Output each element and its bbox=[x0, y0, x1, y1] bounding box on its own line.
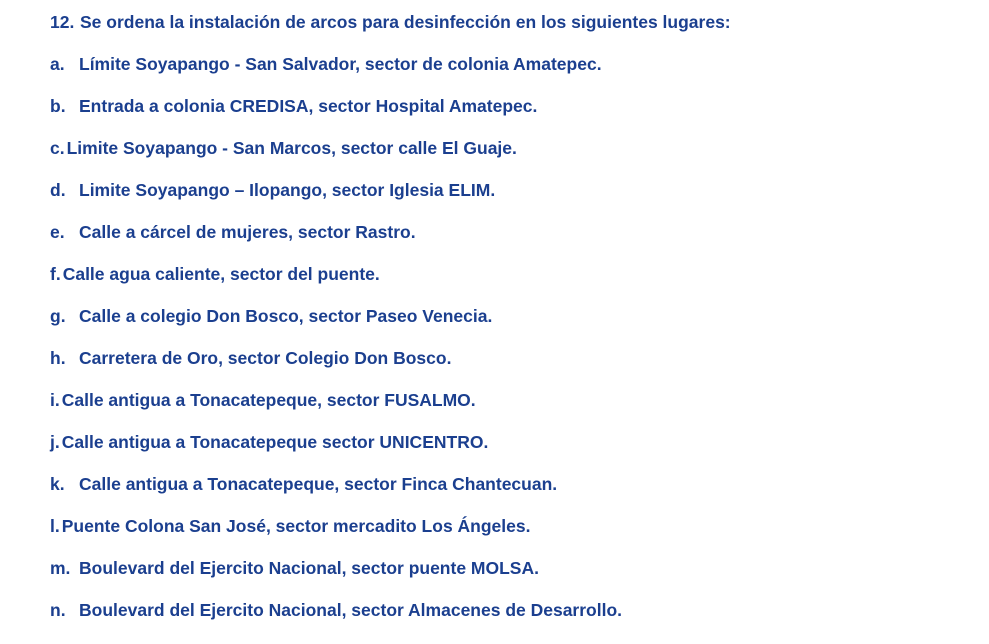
list-item-marker: j. bbox=[50, 432, 60, 452]
list-item bbox=[50, 136, 517, 160]
list-item-text: Limite Soyapango – Ilopango, sector Iglesia ELIM. bbox=[79, 180, 496, 200]
list-item-marker: a. bbox=[50, 54, 65, 74]
list-item bbox=[50, 346, 451, 370]
list-item-text: Calle antigua a Tonacatepeque sector UNICENTRO. bbox=[61, 432, 489, 452]
list-item bbox=[50, 262, 380, 286]
list-item-text: Limite Soyapango - San Marcos, sector calle El Guaje. bbox=[66, 138, 517, 158]
list-item-text: Calle a colegio Don Bosco, sector Paseo Venecia. bbox=[79, 306, 493, 326]
list-item-marker: l. bbox=[50, 516, 60, 536]
list-item-marker: m. bbox=[50, 558, 71, 578]
list-item bbox=[50, 388, 476, 412]
list-item bbox=[50, 94, 537, 118]
list-item-marker: e. bbox=[50, 222, 65, 242]
section-number: 12. bbox=[50, 12, 75, 32]
list-item bbox=[50, 220, 416, 244]
section-heading-text: Se ordena la instalación de arcos para desinfección en los siguientes lugares: bbox=[80, 12, 731, 32]
list-item-text: Calle antigua a Tonacatepeque, sector Finca Chantecuan. bbox=[79, 474, 558, 494]
list-item bbox=[50, 514, 530, 538]
list-item-text: Boulevard del Ejercito Nacional, sector Almacenes de Desarrollo. bbox=[79, 600, 623, 620]
list-item-text: Boulevard del Ejercito Nacional, sector puente MOLSA. bbox=[79, 558, 539, 578]
list-item bbox=[50, 598, 622, 622]
list-item-marker: c. bbox=[50, 138, 65, 158]
list-item-text: Calle agua caliente, sector del puente. bbox=[62, 264, 380, 284]
list-item-text: Calle a cárcel de mujeres, sector Rastro. bbox=[79, 222, 416, 242]
list-item-text: Entrada a colonia CREDISA, sector Hospital Amatepec. bbox=[79, 96, 538, 116]
list-item bbox=[50, 472, 557, 496]
list-item-marker: n. bbox=[50, 600, 66, 620]
list-item bbox=[50, 178, 495, 202]
list-item-marker: h. bbox=[50, 348, 66, 368]
list-item-text: Límite Soyapango - San Salvador, sector de colonia Amatepec. bbox=[79, 54, 602, 74]
section-heading bbox=[50, 10, 731, 34]
list-item-text: Puente Colona San José, sector mercadito Los Ángeles. bbox=[61, 516, 531, 536]
list-item-text: Carretera de Oro, sector Colegio Don Bosco. bbox=[79, 348, 452, 368]
list-item bbox=[50, 52, 602, 76]
list-item-marker: g. bbox=[50, 306, 66, 326]
list-item-marker: i. bbox=[50, 390, 60, 410]
list-item-marker: k. bbox=[50, 474, 65, 494]
list-item-marker: b. bbox=[50, 96, 66, 116]
list-item-marker: d. bbox=[50, 180, 66, 200]
list-item bbox=[50, 430, 488, 454]
list-item-text: Calle antigua a Tonacatepeque, sector FUSALMO. bbox=[61, 390, 476, 410]
list-item bbox=[50, 304, 492, 328]
list-item bbox=[50, 556, 539, 580]
list-item-marker: f. bbox=[50, 264, 61, 284]
